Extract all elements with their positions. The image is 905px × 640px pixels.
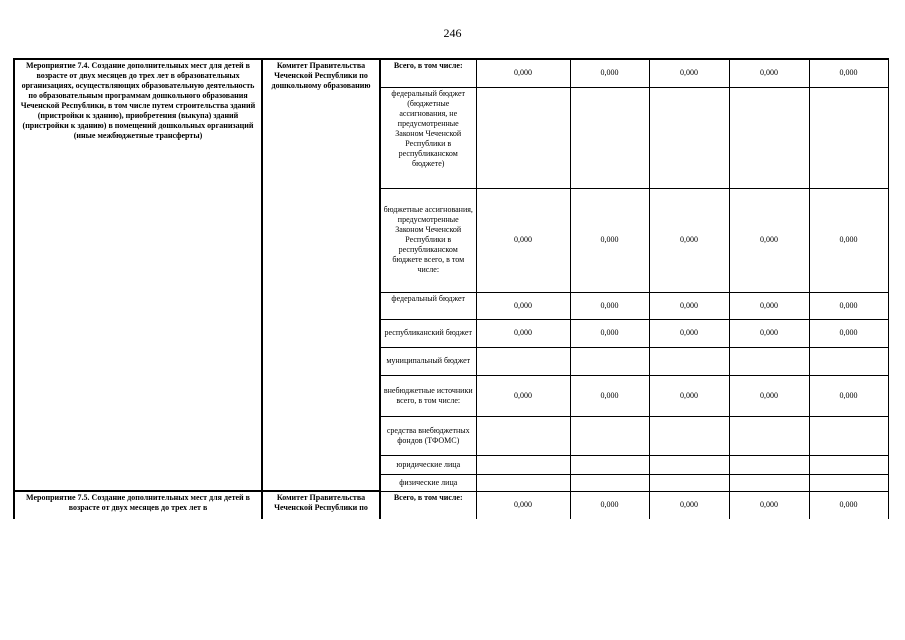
funding-source: Всего, в том числе: bbox=[380, 491, 476, 519]
page-number: 246 bbox=[443, 26, 462, 40]
value-cell: 0,000 bbox=[729, 375, 809, 416]
value-cell bbox=[649, 87, 729, 188]
value-cell: 0,000 bbox=[476, 59, 570, 87]
funding-source: внебюджетные источники всего, в том числе: bbox=[380, 375, 476, 416]
funding-source: республиканский бюджет bbox=[380, 319, 476, 347]
funding-source: федеральный бюджет (бюджетные ассигнования, не предусмотренные Законом Чеченской Республики в республиканском бюджете) bbox=[380, 87, 476, 188]
value-cell: 0,000 bbox=[809, 375, 888, 416]
value-cell: 0,000 bbox=[649, 375, 729, 416]
value-cell bbox=[809, 455, 888, 474]
funding-source: юридические лица bbox=[380, 455, 476, 474]
value-cell: 0,000 bbox=[809, 491, 888, 519]
value-cell bbox=[649, 347, 729, 375]
funding-source: физические лица bbox=[380, 474, 476, 491]
value-cell: 0,000 bbox=[729, 59, 809, 87]
value-cell: 0,000 bbox=[476, 188, 570, 292]
value-cell bbox=[729, 455, 809, 474]
value-cell: 0,000 bbox=[809, 292, 888, 319]
value-cell bbox=[729, 347, 809, 375]
measure-title: Мероприятие 7.4. Создание дополнительных мест для детей в возрасте от двух месяцев до трех лет в образовательных организациях, осуществляющих образовательную деятельность по образовательным программам дошкольного образования Чеченской Республики, в том числе путем строительства зданий (пристройки к зданию), приобретения (выкупа) зданий (пристройки к зданию) в помещений дошкольных организаций (иные межбюджетные трансферты) bbox=[14, 59, 262, 491]
value-cell: 0,000 bbox=[649, 59, 729, 87]
budget-table bbox=[13, 58, 889, 520]
value-cell: 0,000 bbox=[649, 491, 729, 519]
funding-source: муниципальный бюджет bbox=[380, 347, 476, 375]
value-cell bbox=[729, 87, 809, 188]
value-cell bbox=[476, 87, 570, 188]
value-cell: 0,000 bbox=[649, 319, 729, 347]
value-cell bbox=[649, 416, 729, 455]
measure-executor: Комитет Правительства Чеченской Республики по дошкольному образованию bbox=[262, 59, 380, 491]
value-cell bbox=[729, 474, 809, 491]
value-cell: 0,000 bbox=[729, 319, 809, 347]
page-bottom-blank bbox=[0, 519, 905, 640]
value-cell: 0,000 bbox=[476, 375, 570, 416]
value-cell bbox=[809, 87, 888, 188]
funding-source: Всего, в том числе: bbox=[380, 59, 476, 87]
value-cell: 0,000 bbox=[570, 292, 649, 319]
value-cell: 0,000 bbox=[729, 292, 809, 319]
value-cell: 0,000 bbox=[809, 319, 888, 347]
value-cell bbox=[476, 416, 570, 455]
value-cell: 0,000 bbox=[570, 59, 649, 87]
value-cell: 0,000 bbox=[809, 188, 888, 292]
funding-source: средства внебюджетных фондов (ТФОМС) bbox=[380, 416, 476, 455]
value-cell bbox=[570, 87, 649, 188]
value-cell: 0,000 bbox=[729, 188, 809, 292]
value-cell: 0,000 bbox=[570, 319, 649, 347]
value-cell bbox=[476, 455, 570, 474]
measure-title: Мероприятие 7.5. Создание дополнительных мест для детей в возрасте от двух месяцев до трех лет в bbox=[14, 491, 262, 519]
value-cell bbox=[476, 474, 570, 491]
value-cell: 0,000 bbox=[570, 491, 649, 519]
value-cell bbox=[809, 347, 888, 375]
value-cell bbox=[649, 455, 729, 474]
value-cell: 0,000 bbox=[476, 292, 570, 319]
value-cell bbox=[649, 474, 729, 491]
value-cell: 0,000 bbox=[729, 491, 809, 519]
value-cell bbox=[809, 474, 888, 491]
table-row bbox=[14, 59, 888, 87]
value-cell: 0,000 bbox=[570, 375, 649, 416]
value-cell bbox=[809, 416, 888, 455]
value-cell bbox=[476, 347, 570, 375]
value-cell: 0,000 bbox=[649, 292, 729, 319]
value-cell: 0,000 bbox=[649, 188, 729, 292]
value-cell bbox=[729, 416, 809, 455]
value-cell bbox=[570, 474, 649, 491]
value-cell bbox=[570, 455, 649, 474]
measure-executor: Комитет Правительства Чеченской Республики по bbox=[262, 491, 380, 519]
value-cell: 0,000 bbox=[809, 59, 888, 87]
value-cell bbox=[570, 416, 649, 455]
funding-source: федеральный бюджет bbox=[380, 292, 476, 319]
value-cell: 0,000 bbox=[476, 319, 570, 347]
value-cell: 0,000 bbox=[570, 188, 649, 292]
funding-source: бюджетные ассигнования, предусмотренные Законом Чеченской Республики в республиканском бюджете всего, в том числе: bbox=[380, 188, 476, 292]
value-cell: 0,000 bbox=[476, 491, 570, 519]
table-row bbox=[14, 491, 888, 519]
value-cell bbox=[570, 347, 649, 375]
